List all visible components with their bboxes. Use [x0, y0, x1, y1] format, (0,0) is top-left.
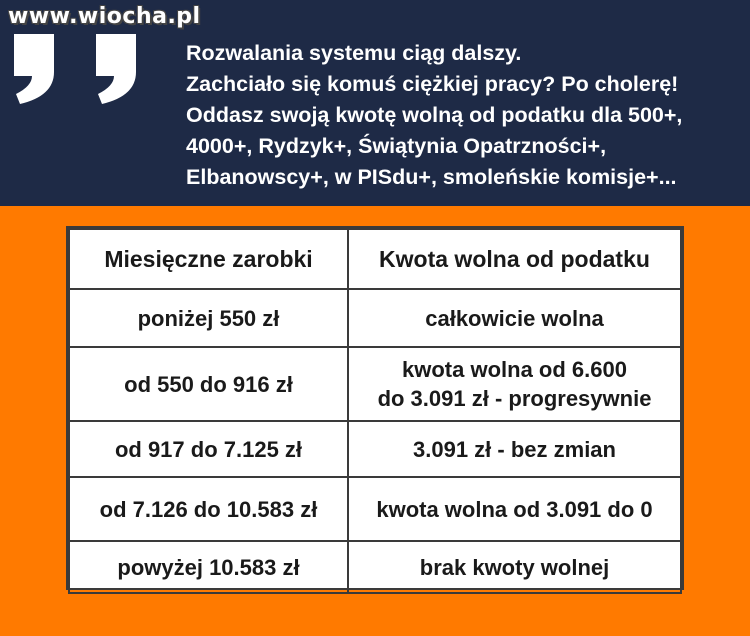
table-row	[69, 289, 681, 347]
tax-free-cell: kwota wolna od 3.091 do 0	[348, 477, 681, 541]
table-row	[69, 477, 681, 541]
tax-free-text: do 3.091 zł - progresywnie	[377, 386, 652, 411]
table-row	[69, 347, 681, 421]
tax-free-cell: 3.091 zł - bez zmian	[348, 421, 681, 477]
tax-free-text: kwota wolna od 6.600	[402, 357, 627, 382]
earnings-cell: od 917 do 7.125 zł	[69, 421, 348, 477]
tax-free-cell	[348, 289, 681, 347]
quote-line: Oddasz swoją kwotę wolną od podatku dla 500+,	[186, 103, 683, 127]
table-row	[69, 541, 681, 593]
header-earnings: Miesięczne zarobki	[69, 229, 348, 289]
quote-banner	[0, 0, 750, 206]
earnings-cell: od 7.126 do 10.583 zł	[69, 477, 348, 541]
header-tax-free: Kwota wolna od podatku	[348, 229, 681, 289]
quote-mark-icon	[14, 34, 54, 104]
quote-line: Zachciało się komuś ciężkiej pracy? Po cholerę!	[186, 72, 679, 96]
tax-free-cell	[348, 347, 681, 421]
quote-line: Elbanowscy+, w PISdu+, smoleńskie komisje+...	[186, 165, 677, 189]
table-row	[69, 421, 681, 477]
quote-text	[186, 38, 731, 193]
tax-table	[66, 226, 684, 590]
quote-mark-icon	[96, 34, 136, 104]
earnings-cell: poniżej 550 zł	[69, 289, 348, 347]
tax-free-cell: brak kwoty wolnej	[348, 541, 681, 593]
table-header-row	[69, 229, 681, 289]
earnings-cell: od 550 do 916 zł	[69, 347, 348, 421]
quote-line: Rozwalania systemu ciąg dalszy.	[186, 41, 522, 65]
quote-line: 4000+, Rydzyk+, Świątynia Opatrzności+,	[186, 134, 607, 158]
earnings-cell: powyżej 10.583 zł	[69, 541, 348, 593]
site-watermark: www.wiocha.pl	[8, 4, 201, 29]
tax-free-text: całkowicie wolna	[425, 305, 604, 331]
